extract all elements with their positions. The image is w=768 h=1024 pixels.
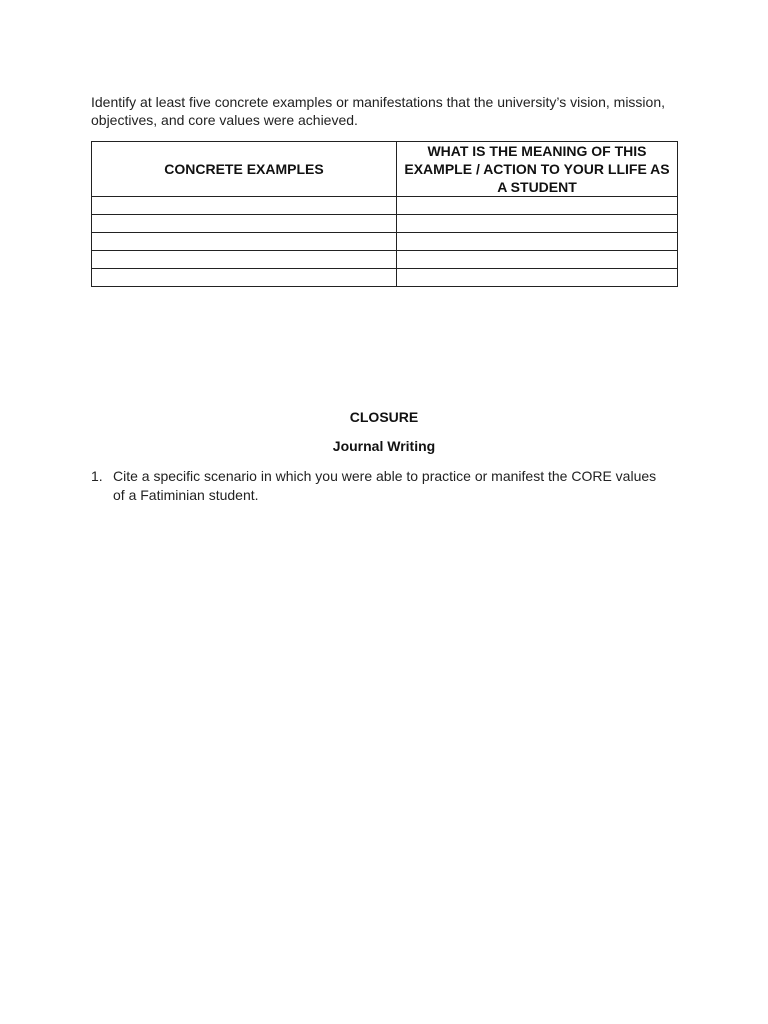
- table-cell-meaning[interactable]: [397, 269, 678, 287]
- list-item-text: Cite a specific scenario in which you were able to practice or manifest the CORE values of a Fatiminian student.: [113, 468, 657, 503]
- list-item-number: 1.: [91, 468, 103, 484]
- table-cell-meaning[interactable]: [397, 197, 678, 215]
- table-cell-meaning[interactable]: [397, 233, 678, 251]
- list-item: [91, 467, 671, 505]
- header-concrete-examples: CONCRETE EXAMPLES: [92, 142, 397, 197]
- table-row: [92, 197, 678, 215]
- table-cell-example[interactable]: [92, 215, 397, 233]
- table-row: [92, 251, 678, 269]
- table-row: [92, 269, 678, 287]
- instruction-text: Identify at least five concrete examples or manifestations that the university’s vision, mission, objectives, and core values were achieved.: [91, 94, 666, 128]
- header-meaning: WHAT IS THE MEANING OF THIS EXAMPLE / ACTION TO YOUR LLIFE AS A STUDENT: [397, 142, 678, 197]
- table-cell-meaning[interactable]: [397, 215, 678, 233]
- table-row: [92, 233, 678, 251]
- table-cell-example[interactable]: [92, 233, 397, 251]
- journal-writing-heading: Journal Writing: [332, 438, 436, 454]
- table-cell-example[interactable]: [92, 197, 397, 215]
- closure-heading: CLOSURE: [349, 409, 419, 425]
- table-cell-example[interactable]: [92, 251, 397, 269]
- examples-table: [91, 141, 678, 287]
- table-cell-meaning[interactable]: [397, 251, 678, 269]
- table-row: [92, 215, 678, 233]
- table-cell-example[interactable]: [92, 269, 397, 287]
- table-header-row: [92, 142, 678, 197]
